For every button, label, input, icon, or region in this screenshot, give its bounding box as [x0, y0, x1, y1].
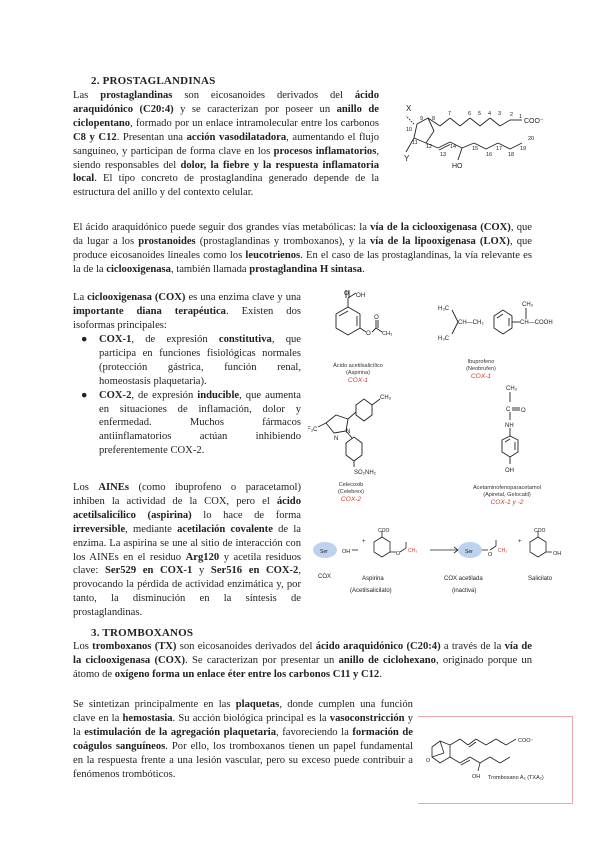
paracetamol-brand: (Apiretal, Gelocatil): [483, 492, 531, 498]
svg-text:OH: OH: [356, 292, 366, 299]
svg-text:CH—CH₂: CH—CH₂: [458, 320, 484, 326]
paragraph-aines: Los AINEs (como ibuprofeno o paracetamol) inhiben la actividad de la COX, pero el ácido acetilsalicílico (aspirina) lo hace de forma irreversible, mediante acetilación covalente de la enzima. La aspirina se une al sitio de interacción con los AINEs en el residuo Arg120 y acetila residuos clave: Ser529 en COX-1 y Ser516 en COX-2, provocando la pérdida de actividad enzimática y, por tanto, la disminución en la síntesis de prostaglandinas.: [73, 482, 302, 619]
ibuprofen-figure: [436, 296, 566, 386]
carbon-number-label: 13: [440, 152, 447, 158]
svg-text:H₃C: H₃C: [438, 306, 450, 312]
svg-text:Ser: Ser: [465, 549, 473, 555]
carbon-number-label: 19: [520, 146, 527, 152]
prostaglandin-structure-figure: [392, 98, 566, 178]
carbon-number-label: 17: [496, 146, 503, 152]
carbon-number-label: 11: [412, 140, 418, 146]
paracetamol-name: Acetaminofenoparacetamol: [472, 485, 542, 491]
svg-text:X: X: [406, 104, 412, 113]
svg-text:COO⁻: COO⁻: [524, 118, 544, 125]
svg-text:OH: OH: [505, 468, 514, 474]
paracetamol-cox-target: COX-1 y -2: [490, 499, 524, 506]
svg-text:CH₃: CH₃: [408, 548, 418, 554]
aspirin-figure: [318, 290, 398, 385]
svg-text:O: O: [396, 551, 401, 557]
svg-text:Y: Y: [404, 154, 410, 163]
ibuprofen-brand: (Neobrufen): [466, 366, 496, 372]
paragraph-plaquetas: Se sintetizan principalmente en las plaquetas, donde cumplen una función clave en la hemostasia. Su acción biológica principal es la vasoconstricción y la estimulación de la agregación plaquetaria, favoreciendo la formación de coágulos sanguíneos. Por ello, los tromboxanos tienen un papel fundamental en la respuesta frente a una lesión vascular, pero su exceso puede contribuir a fenómenos trombóticos.: [73, 699, 413, 780]
svg-text:O: O: [426, 758, 431, 764]
svg-text:(inactiva): (inactiva): [452, 588, 477, 594]
svg-text:SO₂NH₂: SO₂NH₂: [354, 470, 376, 476]
celecoxib-brand: (Celebrex): [337, 489, 365, 495]
svg-text:COO: COO: [378, 528, 390, 534]
paragraph-tromboxanos-intro: Los tromboxanos (TX) son eicosanoides derivados del ácido araquidónico (C20:4) a través de la vía de la ciclooxigenasa (COX). Se caracterizan por presentar un anillo de ciclohexano, originado porque un átomo de oxígeno forma un enlace éter entre los carbonos C11 y C12.: [73, 641, 533, 680]
celecoxib-name: Celecoxib: [338, 482, 364, 488]
svg-text:O: O: [374, 314, 379, 321]
svg-text:+: +: [518, 539, 522, 545]
svg-text:Salicilato: Salicilato: [528, 576, 553, 582]
section-heading-tromboxanos: 3. TROMBOXANOS: [91, 627, 194, 639]
carbon-number-label: 16: [486, 152, 493, 158]
svg-text:HO: HO: [452, 163, 463, 170]
paragraph-vias-metabolicas: El ácido araquidónico puede seguir dos grandes vías metabólicas: la vía de la ciclooxigenasa (COX), que da lugar a los prostanoides (prostaglandinas y tromboxanos), y la vía de la lipooxigenasa (LOX), que produce eicosanoides lineales como los leucotrienos. En el caso de las prostaglandinas, la vía relevante es la de la ciclooxigenasa, también llamada prostaglandina H sintasa.: [73, 222, 532, 275]
ibuprofen-name: Ibuprofeno: [467, 359, 495, 365]
carbon-number-label: 2: [510, 112, 514, 118]
svg-text:OH: OH: [553, 551, 562, 557]
svg-text:COO⁻: COO⁻: [518, 738, 534, 744]
aspirin-cox-target: COX-1: [347, 377, 369, 384]
celecoxib-cox-target: COX-2: [340, 496, 362, 503]
svg-text:O: O: [488, 552, 493, 558]
aspirin-mechanism-figure: [312, 528, 568, 606]
svg-text:O: O: [521, 408, 526, 414]
svg-text:CH₃: CH₃: [506, 386, 518, 392]
carbon-number-label: 14: [450, 144, 457, 150]
paragraph-cox-intro: La ciclooxigenasa (COX) es una enzima clave y una importante diana terapéutica. Existen dos isoformas principales:: [73, 292, 301, 331]
carbon-number-label: 5: [478, 111, 482, 117]
svg-text:CH₃: CH₃: [380, 395, 392, 401]
svg-text:C: C: [506, 407, 511, 413]
ibuprofen-cox-target: COX-1: [470, 373, 492, 380]
svg-text:CH₃: CH₃: [498, 548, 508, 554]
carbon-number-label: 7: [448, 111, 452, 117]
isoform-item-cox2: ● COX-2, de expresión inducible, que aumenta en situaciones de inflamación, dolor y enfermedad. Muchos fármacos antiinflamatorios actúan inhibiendo preferentemente COX-2.: [81, 389, 301, 457]
svg-text:CH—COOH: CH—COOH: [520, 320, 553, 326]
thromboxane-figure: [418, 716, 573, 804]
carbon-number-label: 10: [406, 127, 413, 133]
aspirin-name: Ácido acetilsalicílico: [333, 363, 383, 369]
paragraph-prostaglandinas-intro: Las prostaglandinas son eicosanoides derivados del ácido araquidónico (C20:4) y se caracterizan por poseer un anillo de ciclopentano, formado por un enlace intramolecular entre los carbonos C8 y C12. Presentan una acción vasodilatadora, aumentando el flujo sanguíneo, y participan de forma clave en los procesos inflamatorios, siendo responsables del dolor, la fiebre y la respuesta inflamatoria local. El tipo concreto de prostaglandina generado depende de la estructura del anillo y del contexto celular.: [73, 90, 379, 199]
svg-text:+: +: [362, 539, 366, 545]
aspirin-brand: (Aspirina): [346, 370, 370, 376]
carbon-number-label: 1: [519, 114, 523, 120]
svg-text:N: N: [334, 436, 339, 442]
svg-text:F₃C: F₃C: [308, 427, 318, 433]
svg-text:COX acetilada: COX acetilada: [444, 576, 483, 582]
section-heading-prostaglandinas: 2. PROSTAGLANDINAS: [91, 75, 216, 87]
svg-text:Aspirina: Aspirina: [362, 576, 384, 582]
paracetamol-figure: [448, 380, 566, 508]
isoform-list: [73, 333, 301, 458]
carbon-number-label: 9: [420, 116, 424, 122]
svg-text:CH₃: CH₃: [522, 302, 534, 308]
carbon-number-label: 20: [528, 136, 535, 142]
celecoxib-figure: [308, 385, 413, 507]
svg-text:OH: OH: [342, 549, 351, 555]
svg-text:O: O: [344, 290, 349, 297]
isoform-item-cox1: ● COX-1, de expresión constitutiva, que participa en funciones fisiológicas normales (protección gástrica, función renal, homeostasis plaquetaria).: [81, 334, 302, 387]
carbon-number-label: 4: [488, 111, 492, 117]
carbon-number-label: 18: [508, 152, 515, 158]
carbon-number-label: 15: [472, 146, 479, 152]
carbon-number-label: 8: [432, 116, 436, 122]
svg-text:(Acetilsalicilato): (Acetilsalicilato): [350, 588, 392, 594]
svg-text:OH: OH: [472, 774, 481, 780]
svg-text:Tromboxano A₂ (TXA₂): Tromboxano A₂ (TXA₂): [488, 775, 544, 781]
svg-text:NH: NH: [505, 423, 514, 429]
carbon-number-label: 12: [426, 144, 433, 150]
carbon-number-label: 6: [468, 111, 472, 117]
svg-text:N: N: [346, 429, 351, 435]
svg-text:O: O: [366, 330, 371, 337]
carbon-number-label: 3: [498, 111, 502, 117]
svg-text:Ser: Ser: [320, 549, 328, 555]
svg-text:CH₃: CH₃: [382, 331, 393, 337]
svg-text:COO: COO: [534, 528, 546, 534]
svg-text:H₃C: H₃C: [438, 336, 450, 342]
svg-text:COX: COX: [318, 574, 332, 580]
